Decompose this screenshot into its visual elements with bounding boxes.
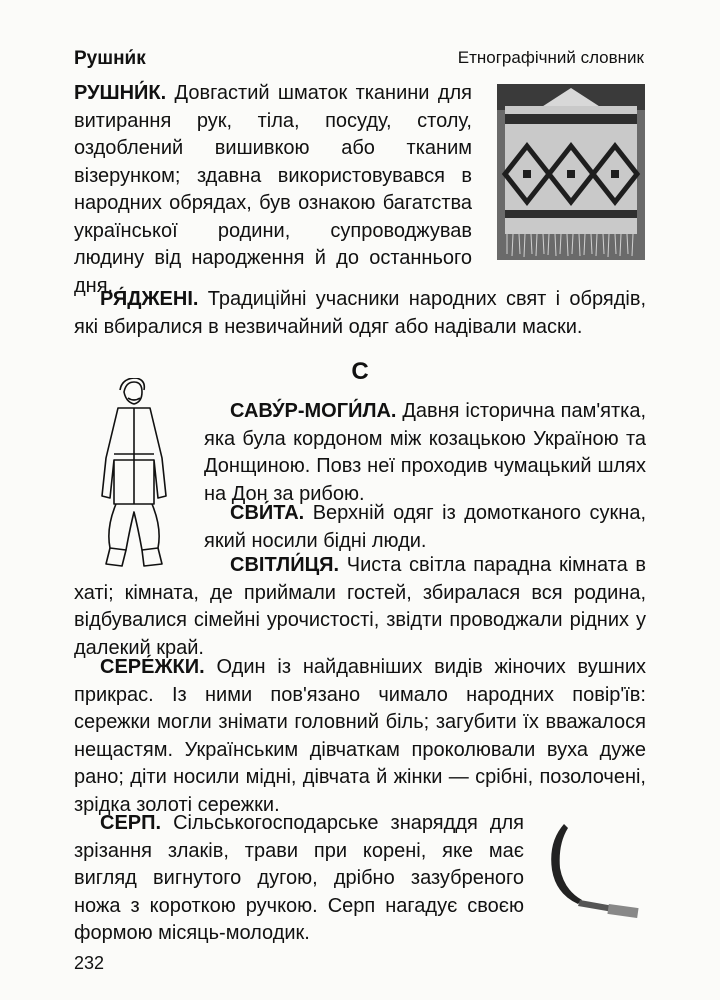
embroidered-towel-image — [497, 84, 645, 260]
entry-definition: Один із найдавніших видів жіночих вушних прикрас. Із ними пов'язано чимало народних повір'їв: сережки могли знімати головний біль; загубити їх вважалося нещастям. Українським дівчаткам проколювали вуха дуже рано; діти носили мідні, дівчата й жінки — срібні, позолочені, зрідка золоті сережки. — [74, 656, 646, 816]
entry-definition: Верхній одяг із домотканого сукна, який носили бідні люди. — [204, 502, 646, 552]
entry-term: СЕРП. — [100, 812, 162, 834]
page-number: 232 — [74, 953, 105, 973]
entry-term: РЯ́ДЖЕНІ. — [100, 288, 199, 310]
entry-term: РУШНИ́К. — [74, 82, 167, 104]
entry-term: САВУ́Р-МОГИ́ЛА. — [230, 400, 397, 422]
entry-definition: Сільськогосподарське знаряддя для зрізання злаків, трави при корені, яке має вигляд вигнутого дугою, дрібно зазубреного ножа з короткою ручкою. Серп нагадує своєю формою місяць-молодик. — [74, 812, 524, 944]
entry-term: СВІТЛИ́ЦЯ. — [230, 554, 340, 576]
entry-svyta — [204, 500, 646, 555]
entry-serp — [74, 810, 524, 948]
entry-riadzheni — [74, 286, 646, 341]
entry-serezhky — [74, 654, 646, 819]
cossack-figure-image — [80, 378, 184, 576]
header-word: Рушни́к — [74, 48, 146, 69]
entry-definition: Традиційні учасники народних свят і обрядів, які вбиралися в незвичайний одяг або надівали маски. — [74, 288, 646, 338]
running-header — [74, 48, 644, 74]
entry-term: СЕРЕ́ЖКИ. — [100, 656, 205, 678]
entry-rushnyk — [74, 80, 472, 300]
header-title: Етнографічний словник — [457, 48, 644, 67]
entry-term: СВИ́ТА. — [230, 502, 305, 524]
entry-definition: Давня історична пам'ятка, яка була кордоном між козацькою Україною та Донщиною. Повз неї проходив чумацький шлях на Дон за рибою. — [204, 400, 646, 505]
entry-definition: Чиста світла парадна кімната в хаті; кімната, де приймали гостей, збиралася вся родина, відбувалися сімейні урочистості, звідти проводжали рідних у далекий край. — [74, 554, 646, 659]
entry-definition: Довгастий шматок тканини для витирання рук, тіла, посуду, столу, оздоблений вишивкою або тканим візерунком; здавна використовувався в народних обрядах, був ознакою багатства української родини, супроводжував людину від народження й до останнього дня. — [74, 82, 472, 297]
section-letter: С — [351, 358, 369, 385]
entry-svitlytsia — [74, 552, 646, 662]
sickle-image — [538, 818, 646, 920]
entry-savur-mohyla — [204, 398, 646, 508]
